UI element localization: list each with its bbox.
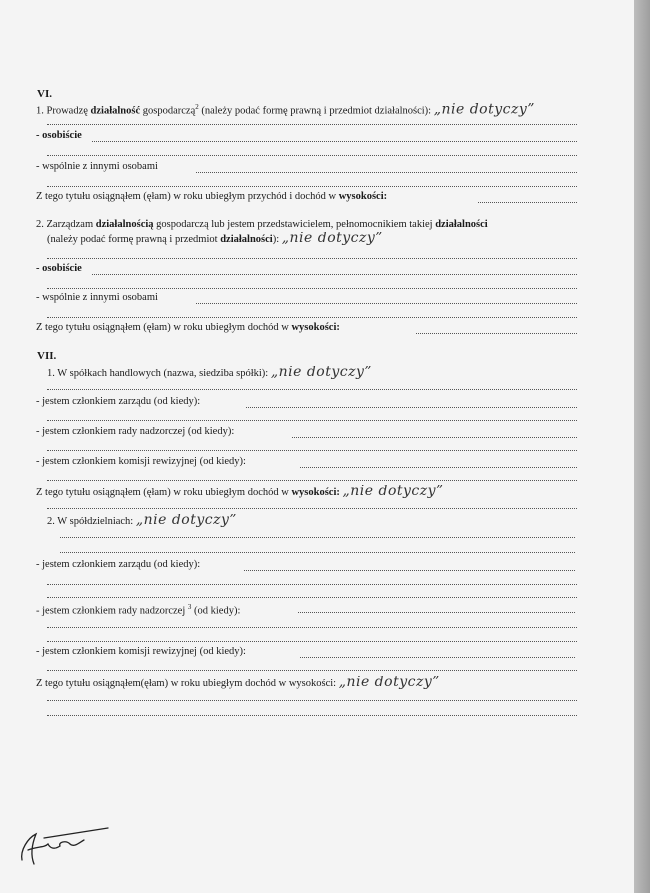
dotted-line <box>47 419 577 421</box>
dotted-line <box>92 273 577 275</box>
s7-zarzad-label: - jestem członkiem zarządu (od kiedy): <box>36 396 201 407</box>
signature-image <box>14 820 114 870</box>
s7-item1-handwritten: „nie dotyczy” <box>270 366 373 380</box>
section-header-vi: VI. <box>37 88 52 100</box>
dotted-line <box>47 669 577 671</box>
s7-rada2-post: (od kiedy): <box>191 605 241 617</box>
s7-rada2 <box>36 601 578 618</box>
dotted-line <box>47 388 577 390</box>
s6-item2-handwritten: „nie dotyczy” <box>281 232 383 246</box>
s7-item2-label: 2. W spółdzielniach: <box>47 516 134 527</box>
section-header-vii: VII. <box>37 350 57 362</box>
s6-wspolnie-label: - wspólnie z innymi osobami <box>36 161 158 172</box>
page-edge-shadow <box>634 0 650 893</box>
s6-item2-bold2: działalności <box>435 219 488 230</box>
s7-income-handwritten: „nie dotyczy” <box>342 485 444 499</box>
dotted-line <box>300 466 577 468</box>
s7-zarzad2-label: - jestem członkiem zarządu (od kiedy): <box>36 559 201 570</box>
dotted-line <box>47 699 577 701</box>
dotted-line <box>300 656 575 658</box>
s7-income2-text: Z tego tytułu osiągnąłem(ęłam) w roku ubiegłym dochód w wysokości: <box>36 678 337 689</box>
dotted-line <box>292 436 577 438</box>
s7-income2-handwritten: „nie dotyczy” <box>338 676 440 690</box>
s6-item1-post: gospodarczą <box>140 105 196 117</box>
s7-income-bold: wysokości: <box>291 487 340 498</box>
s6-item2-bold: działalnością <box>95 219 154 230</box>
s7-komisja-label: - jestem członkiem komisji rewizyjnej (od kiedy): <box>36 456 246 467</box>
dotted-line <box>47 596 577 598</box>
dotted-line <box>47 185 577 187</box>
s6-item1-handwritten: „nie dotyczy” <box>433 101 535 118</box>
dotted-line <box>47 626 577 628</box>
s7-komisja2-label: - jestem członkiem komisji rewizyjnej (od kiedy): <box>36 646 246 657</box>
dotted-line <box>196 302 577 304</box>
s7-income <box>36 485 578 499</box>
dotted-line <box>244 569 575 571</box>
dotted-line <box>416 332 577 334</box>
dotted-line <box>47 583 577 585</box>
s6-income-text: Z tego tytułu osiągnąłem (ęłam) w roku ubiegłym przychód i dochód w <box>36 191 339 202</box>
s6-item2-line1 <box>36 219 578 231</box>
dotted-line <box>47 479 577 481</box>
s6-item2-line2 <box>47 232 578 246</box>
s6-item2-mid: gospodarczą lub jestem przedstawicielem, pełnomocnikiem takiej <box>153 219 436 230</box>
dotted-line <box>298 611 575 613</box>
s6-item1-bold: działalność <box>90 105 141 117</box>
dotted-line <box>47 714 577 716</box>
s6-item2-l2-pre: (należy podać formę prawną i przedmiot <box>47 234 221 245</box>
s7-rada2-pre: - jestem członkiem rady nadzorczej <box>36 605 188 617</box>
s7-income-text: Z tego tytułu osiągnąłem (ęłam) w roku ubiegłym dochód w <box>36 487 292 498</box>
s7-rada-label: - jestem członkiem rady nadzorczej (od kiedy): <box>36 426 235 437</box>
s6-item2-pre: 2. Zarządzam <box>36 219 96 230</box>
dotted-line <box>47 507 577 509</box>
s6-item1-pre: 1. Prowadzę <box>36 105 91 117</box>
s7-item1 <box>47 366 578 380</box>
s6-item1-footnote: 2 <box>195 103 199 111</box>
dotted-line <box>92 140 577 142</box>
s6-osobiscie2-label: - osobiście <box>36 263 82 274</box>
dotted-line <box>47 287 577 289</box>
s7-income2 <box>36 676 578 690</box>
s6-osobiscie-label: - osobiście <box>36 130 82 141</box>
s6-income2-text: Z tego tytułu osiągnąłem (ęłam) w roku ubiegłym dochód w <box>36 322 292 333</box>
dotted-line <box>196 171 577 173</box>
dotted-line <box>47 257 577 259</box>
s6-item2-l2-bold: działalności <box>220 234 273 245</box>
s6-item1-rest: (należy podać formę prawną i przedmiot działalności): <box>198 105 432 117</box>
s7-item2 <box>47 514 578 528</box>
dotted-line <box>478 201 577 203</box>
s6-wspolnie2-label: - wspólnie z innymi osobami <box>36 292 158 303</box>
s7-item1-label: 1. W spółkach handlowych (nazwa, siedziba spółki): <box>47 368 269 379</box>
dotted-line <box>47 154 577 156</box>
dotted-line <box>47 123 577 125</box>
dotted-line <box>47 316 577 318</box>
s6-item1 <box>36 101 578 118</box>
s7-item2-handwritten: „nie dotyczy” <box>135 514 238 528</box>
s6-item2-l2-post: ): <box>272 234 280 245</box>
dotted-line <box>47 640 577 642</box>
s7-rada2-footnote: 3 <box>187 603 192 611</box>
dotted-line <box>47 449 577 451</box>
dotted-line <box>60 536 575 538</box>
dotted-line <box>60 551 575 553</box>
dotted-line <box>246 406 577 408</box>
s6-income-bold: wysokości: <box>338 191 388 202</box>
s6-income2-bold: wysokości: <box>291 322 340 333</box>
